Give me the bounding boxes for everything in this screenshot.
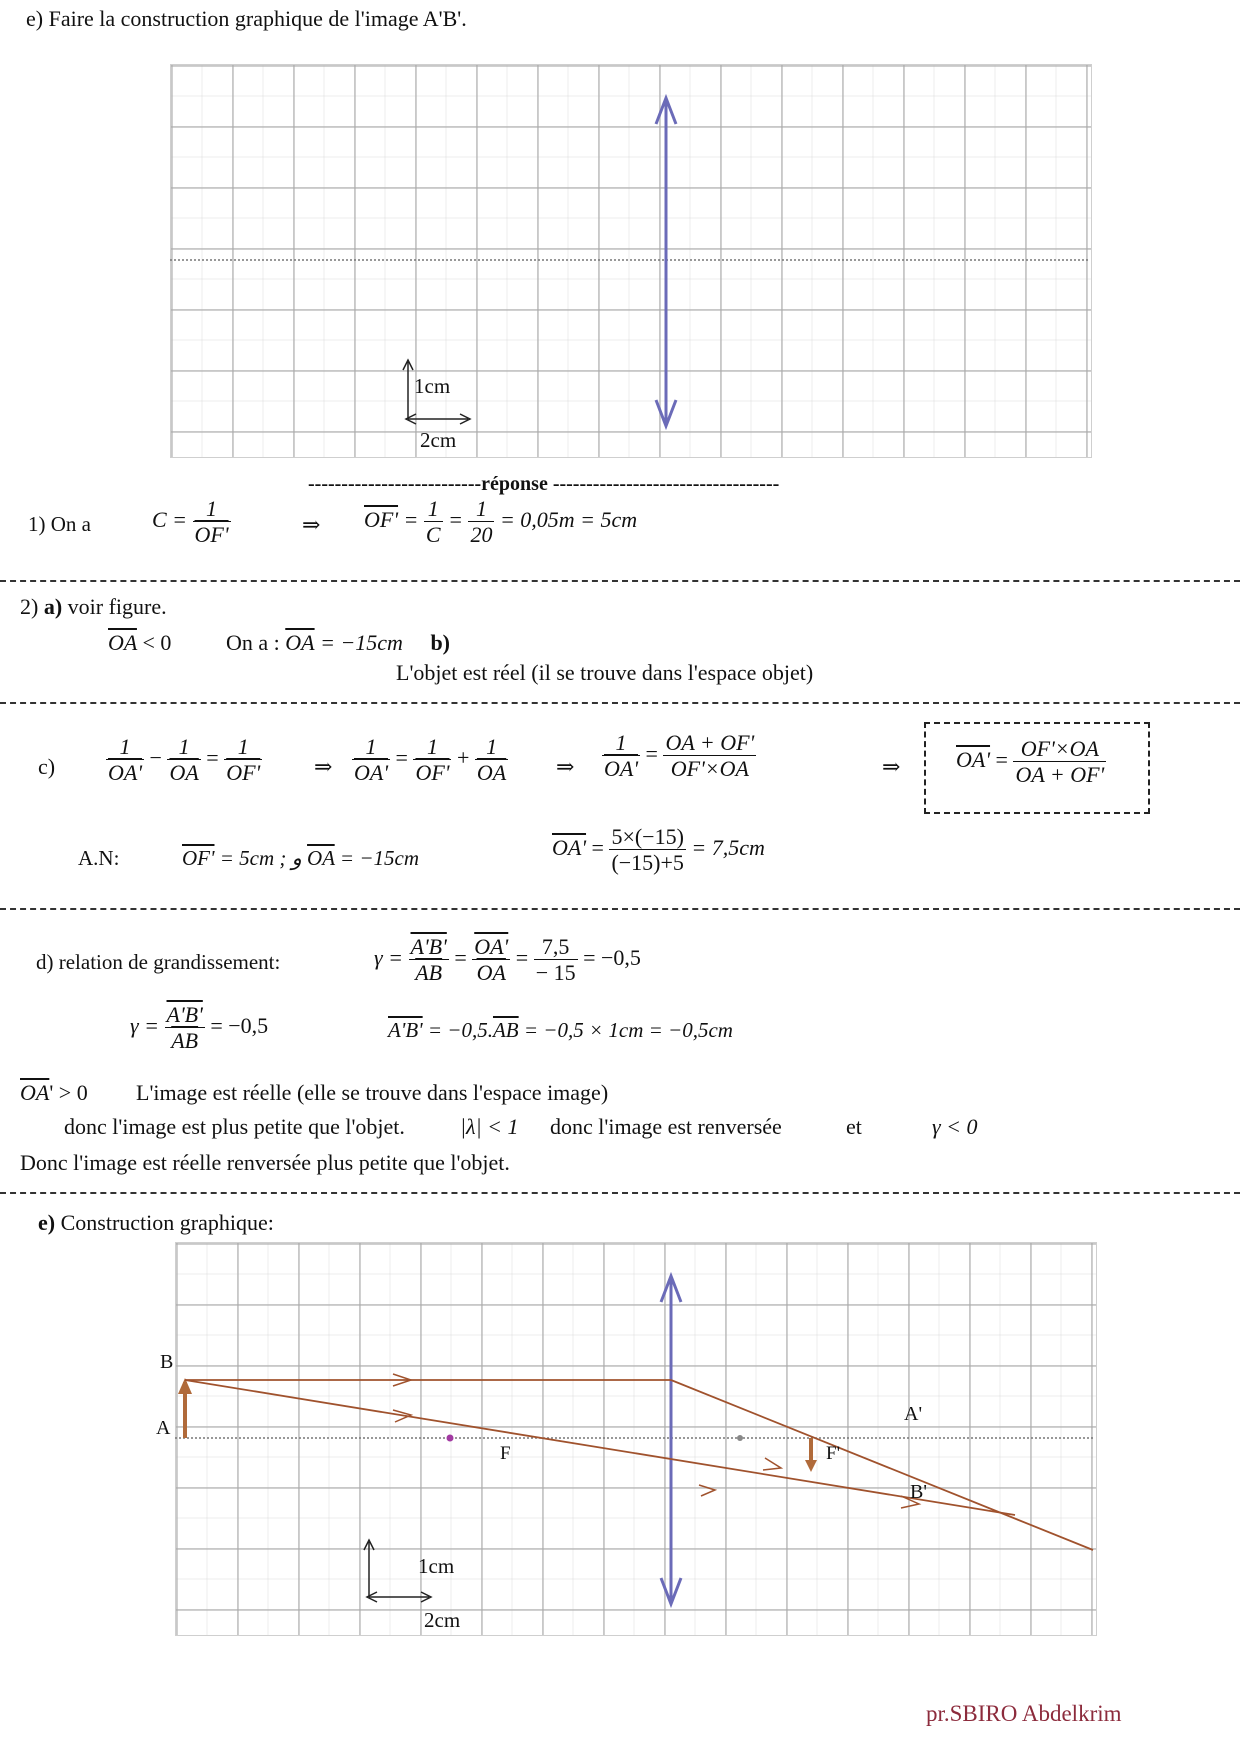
separator-2 (0, 702, 1240, 704)
et: et (846, 1114, 862, 1139)
apbp-calculation: $A'B' = -0,5.\overline{AB} = -0,5 \times 1cm = -0,5cm$ (388, 1018, 733, 1042)
part-e-label: e) Construction graphique: (38, 1210, 274, 1235)
part-c-label: c) (38, 754, 56, 779)
ray-parallel-refracted (671, 1380, 1093, 1550)
focal-distance-formula: OF' = $\frac{1}{C}$ = $\frac{1}{20}$ = 0,05m = 5cm (364, 496, 638, 548)
implies-c3: ⇒ (882, 754, 901, 779)
image-reelle: L'image est réelle (elle se trouve dans l'espace image) (136, 1080, 609, 1105)
conjugation-step2: $\frac{1}{OA'}$ = $\frac{1}{OF'}$ + $\frac{1}{OA}$ (354, 734, 507, 786)
author-signature: pr.SBIRO Abdelkrim (926, 1701, 1122, 1726)
scale-2cm-label: 2cm (420, 428, 457, 452)
an-values: OF' = 5cm ; و $\overline{OA} = -15cm$ (182, 846, 419, 870)
separator-1 (0, 580, 1240, 582)
point-F: F (500, 1443, 511, 1464)
point-Bp: B' (910, 1481, 927, 1503)
part2-line1: 2) a) voir figure. (20, 594, 167, 619)
implies-1: ⇒ (302, 512, 321, 537)
conjugation-step3: $\frac{1}{OA'}$ = $\frac{OA + OF'}{OF'\times OA}$ (604, 730, 755, 782)
construction-graph-overlay (175, 1242, 1095, 1634)
renversee: donc l'image est renversée (550, 1114, 782, 1139)
an-label: A.N: (78, 846, 120, 870)
power-formula: C = $\frac{1}{OF'}$ (152, 496, 229, 548)
focus-F (447, 1435, 454, 1442)
plus-petite: donc l'image est plus petite que l'objet. (64, 1114, 405, 1139)
scale-2cm-label-2: 2cm (424, 1608, 461, 1632)
conjugation-formula: $\frac{1}{OA'}$ − $\frac{1}{OA}$ = $\frac{1}{OF'}$ (108, 734, 261, 786)
objet-reel: L'objet est réel (il se trouve dans l'espace objet) (396, 660, 814, 685)
an-calculation: OA' = $\frac{5\times(-15)}{(-15)+5}$ = 7,5cm (552, 824, 765, 876)
implies-c1: ⇒ (314, 754, 333, 779)
conclusion: Donc l'image est réelle renversée plus petite que l'objet. (20, 1150, 510, 1175)
question-e: e) Faire la construction graphique de l'image A'B'. (26, 6, 467, 31)
point-Fp: F' (826, 1443, 840, 1464)
point-A: A (156, 1417, 171, 1439)
response-header: --------------------------réponse ---------------------------------- (308, 473, 780, 495)
oa-negative: $\overline{OA} < 0$ (108, 630, 172, 655)
boxed-formula: OA' = $\frac{OF'\times OA}{OA + OF'}$ (956, 736, 1105, 788)
part-d-label: d) relation de grandissement: (36, 950, 281, 974)
separator-3 (0, 908, 1240, 910)
point-Ap: A' (904, 1403, 923, 1425)
part1-label: 1) On a (28, 512, 91, 536)
scale-1cm-label: 1cm (414, 374, 451, 398)
scale-1cm-label-2: 1cm (418, 1554, 455, 1578)
gamma-negative: γ < 0 (932, 1114, 978, 1139)
gamma-definition: γ = $\frac{A'B'}{AB}$ = −0,5 (130, 1002, 269, 1054)
magnification-formula: γ = $\frac{A'B'}{AB}$ = $\frac{OA'}{OA}$ = $\frac{7,5}{- 15}$ = −0,5 (374, 934, 641, 986)
empty-graph-overlay (170, 64, 1090, 456)
separator-4 (0, 1192, 1240, 1194)
oa-value: On a : $\overline{OA} = -15cm$ b) (226, 630, 450, 655)
focus-Fp (737, 1435, 743, 1441)
oap-positive: $\overline{OA}' > 0$ (20, 1080, 88, 1105)
lambda-abs: |λ| < 1 (460, 1114, 519, 1139)
point-B: B (160, 1351, 174, 1373)
ray-center (185, 1380, 1015, 1515)
implies-c2: ⇒ (556, 754, 575, 779)
